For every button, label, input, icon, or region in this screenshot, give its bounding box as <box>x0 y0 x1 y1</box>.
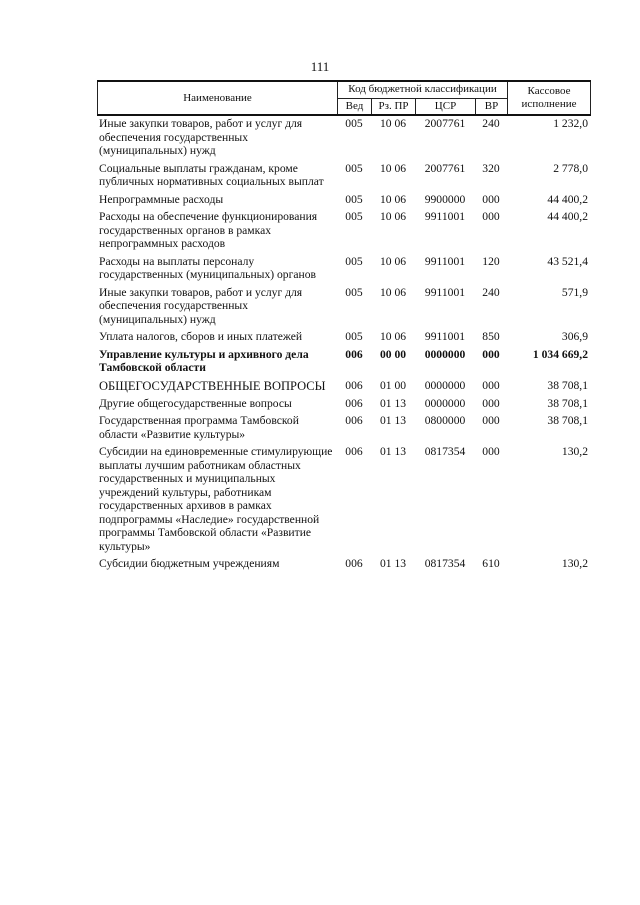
row-ved: 006 <box>345 445 363 458</box>
row-vr: 000 <box>482 414 500 427</box>
budget-table <box>97 117 590 575</box>
header-rz-pr: Рз. ПР <box>372 98 416 115</box>
header-vr: ВР <box>476 98 508 115</box>
row-name: Управление культуры и архивного дела Тамбовской области <box>99 347 309 374</box>
row-name: Государственная программа Тамбовской области «Развитие культуры» <box>99 414 299 441</box>
row-ved: 005 <box>345 192 363 206</box>
table-row <box>97 414 590 445</box>
row-amount: 44 400,2 <box>547 192 588 206</box>
row-name: Расходы на обеспечение функционирования государственных органов в рамках непрограммных расходов <box>99 210 318 250</box>
row-name: Уплата налогов, сборов и иных платежей <box>99 330 303 343</box>
row-amount: 38 708,1 <box>547 414 588 427</box>
row-name: Субсидии на единовременные стимулирующие выплаты лучшим работникам областных государственных и муниципальных учреждений культуры, работникам государственных архивов в рамках подпрограммы «Наследие» государственной программы Тамбовской области «Развитие культуры» <box>99 445 333 553</box>
row-vr: 000 <box>482 210 500 223</box>
row-ved: 006 <box>345 414 363 427</box>
row-amount: 43 521,4 <box>547 254 588 268</box>
row-csr: 9911001 <box>424 210 466 223</box>
row-csr: 2007761 <box>424 161 466 175</box>
row-csr: 0000000 <box>424 347 466 361</box>
row-amount: 1 034 669,2 <box>532 347 588 361</box>
row-rz-pr: 10 06 <box>379 254 407 268</box>
row-ved: 006 <box>345 396 363 410</box>
row-rz-pr: 10 06 <box>379 330 407 343</box>
row-ved: 005 <box>345 210 363 223</box>
row-csr: 9911001 <box>424 285 466 299</box>
table-row <box>97 397 590 415</box>
row-ved: 006 <box>345 557 363 570</box>
row-amount: 1 232,0 <box>553 117 588 130</box>
row-ved: 006 <box>345 378 363 392</box>
row-ved: 005 <box>345 285 363 299</box>
row-name: Иные закупки товаров, работ и услуг для обеспечения государственных (муниципальных) нужд <box>99 117 303 157</box>
row-amount: 44 400,2 <box>547 210 588 223</box>
page-number: 111 <box>310 59 330 74</box>
row-name: ОБЩЕГОСУДАРСТВЕННЫЕ ВОПРОСЫ <box>99 378 326 393</box>
row-amount: 38 708,1 <box>547 396 588 410</box>
row-rz-pr: 01 13 <box>379 445 407 458</box>
row-csr: 0800000 <box>424 414 466 427</box>
row-rz-pr: 01 13 <box>379 414 407 427</box>
row-name: Расходы на выплаты персоналу государственных (муниципальных) органов <box>99 254 316 281</box>
row-ved: 005 <box>345 254 363 268</box>
row-vr: 240 <box>482 285 500 299</box>
row-ved: 005 <box>345 117 363 130</box>
table-row <box>97 286 590 331</box>
table-row <box>97 379 590 397</box>
row-name: Иные закупки товаров, работ и услуг для обеспечения государственных (муниципальных) нужд <box>99 285 303 326</box>
row-csr: 0000000 <box>424 378 466 392</box>
row-vr: 000 <box>482 378 500 392</box>
table-row <box>97 117 590 162</box>
table-row <box>97 210 590 255</box>
row-rz-pr: 10 06 <box>379 161 407 175</box>
row-vr: 240 <box>482 117 500 130</box>
table-row <box>97 445 590 557</box>
row-amount: 306,9 <box>561 330 588 343</box>
header-amount: Кассовое исполнение <box>508 81 591 115</box>
row-amount: 2 778,0 <box>553 161 588 175</box>
row-csr: 0817354 <box>424 557 466 570</box>
row-vr: 000 <box>482 347 500 361</box>
row-csr: 0817354 <box>424 445 466 458</box>
table-row <box>97 255 590 286</box>
row-amount: 571,9 <box>561 285 588 299</box>
row-vr: 120 <box>482 254 500 268</box>
row-rz-pr: 10 06 <box>379 117 407 130</box>
row-amount: 130,2 <box>561 445 588 458</box>
row-csr: 9911001 <box>424 330 466 343</box>
row-vr: 850 <box>482 330 500 343</box>
row-rz-pr: 10 06 <box>379 192 407 206</box>
table-row <box>97 348 590 379</box>
table-row <box>97 193 590 211</box>
row-csr: 0000000 <box>424 396 466 410</box>
row-rz-pr: 01 13 <box>379 396 407 410</box>
row-vr: 320 <box>482 161 500 175</box>
header-code-group: Код бюджетной классификации <box>338 81 508 98</box>
row-amount: 130,2 <box>561 557 588 570</box>
header-csr: ЦСР <box>416 98 476 115</box>
row-name: Социальные выплаты гражданам, кроме публичных нормативных социальных выплат <box>99 161 324 188</box>
table-row <box>97 162 590 193</box>
row-csr: 9911001 <box>424 254 466 268</box>
table-row <box>97 330 590 348</box>
row-rz-pr: 01 00 <box>379 378 407 392</box>
row-csr: 9900000 <box>424 192 466 206</box>
row-rz-pr: 01 13 <box>379 557 407 570</box>
row-name: Субсидии бюджетным учреждениям <box>99 557 280 570</box>
row-vr: 000 <box>482 192 500 206</box>
row-name: Другие общегосударственные вопросы <box>99 396 292 410</box>
header-ved: Вед <box>338 98 372 115</box>
row-rz-pr: 10 06 <box>379 285 407 299</box>
row-name: Непрограммные расходы <box>99 192 224 206</box>
header-name: Наименование <box>98 81 338 115</box>
row-csr: 2007761 <box>424 117 466 130</box>
row-rz-pr: 00 00 <box>379 347 407 361</box>
table-row <box>97 557 590 575</box>
row-ved: 005 <box>345 330 363 343</box>
row-ved: 006 <box>345 347 363 361</box>
row-vr: 610 <box>482 557 500 570</box>
row-vr: 000 <box>482 396 500 410</box>
row-rz-pr: 10 06 <box>379 210 407 223</box>
row-vr: 000 <box>482 445 500 458</box>
table-header <box>97 80 591 116</box>
row-ved: 005 <box>345 161 363 175</box>
row-amount: 38 708,1 <box>547 378 588 392</box>
